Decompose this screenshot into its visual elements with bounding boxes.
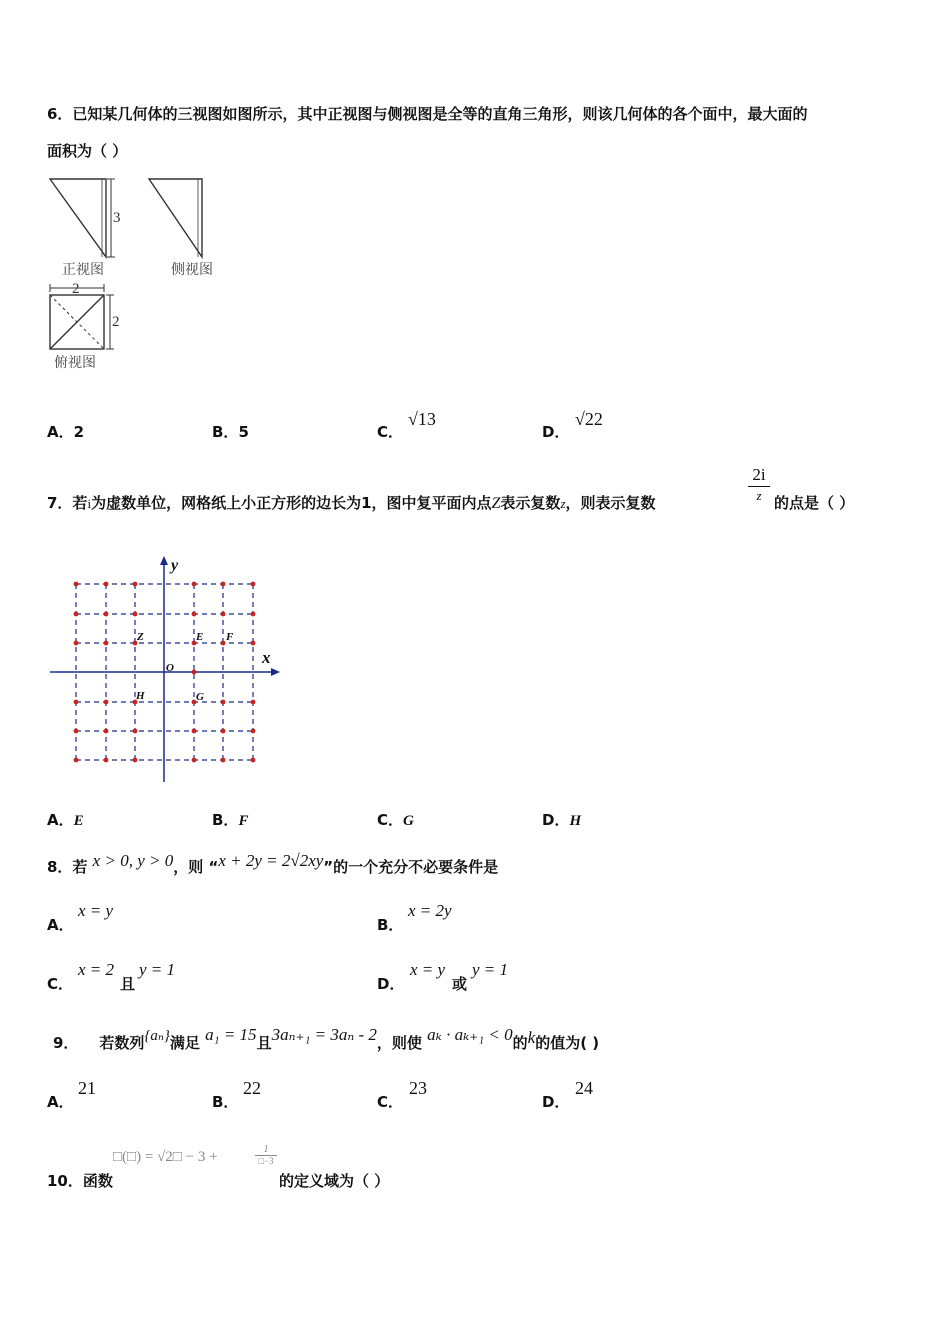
- q9-option-a[interactable]: [47, 1091, 74, 1112]
- q9-seq: {aₙ}: [144, 1028, 170, 1044]
- q6-option-b[interactable]: [212, 421, 249, 442]
- q8-cond: x > 0, y > 0: [92, 851, 174, 870]
- q7-frac-den: z: [756, 488, 762, 503]
- q8-text: [47, 851, 499, 877]
- grid-point: [251, 612, 256, 617]
- q7-part5: 的点是（ ）: [774, 494, 855, 512]
- q10-part1: 10．函数: [47, 1172, 113, 1190]
- q6-option-b-value: 5: [238, 423, 249, 441]
- q6-option-a[interactable]: [47, 421, 84, 442]
- q8-option-c-value1: x = 2: [78, 960, 115, 979]
- q8-option-c[interactable]: [47, 973, 73, 994]
- grid-point: [133, 758, 138, 763]
- q9-text: [53, 1025, 600, 1053]
- q8-right-quote: ”: [323, 858, 334, 876]
- point-Z-label: Z: [137, 631, 144, 643]
- q8-option-c-conj: 且: [120, 975, 136, 993]
- y-axis-label: y: [171, 557, 179, 574]
- top-view-square: [50, 295, 104, 349]
- q10-frac-num: 1: [263, 1144, 269, 1155]
- q9-a1: a₁ = 15: [205, 1025, 257, 1044]
- axes: [50, 556, 280, 782]
- q6-line1: 6．已知某几何体的三视图如图所示，其中正视图与侧视图是全等的直角三角形，则该几何体的各个面中，最大面的: [47, 105, 808, 123]
- q7-option-c-key: C．: [377, 811, 404, 829]
- q8-left-quote: “: [208, 858, 219, 876]
- grid-point: [104, 700, 109, 705]
- grid-point: [74, 641, 79, 646]
- q9-option-b-value: 22: [243, 1078, 261, 1098]
- q6-line2: 面积为（ ）: [47, 142, 128, 160]
- point-F-label: F: [226, 631, 234, 643]
- q7-option-c[interactable]: [377, 809, 414, 830]
- q10-frac-den: □−3: [258, 1156, 274, 1166]
- grid-point: [104, 641, 109, 646]
- q8-option-d[interactable]: [377, 973, 404, 994]
- grid-point: [104, 729, 109, 734]
- q7-i: i: [87, 496, 92, 511]
- grid-point: [221, 700, 226, 705]
- grid-point: [104, 758, 109, 763]
- q6-option-d-value: √22: [575, 409, 603, 429]
- q10-func: □(□) = √2□ − 3 +: [113, 1149, 218, 1165]
- q8-option-c-value2: y = 1: [139, 960, 176, 979]
- q9-option-d-key: D．: [542, 1093, 570, 1111]
- q8-option-a[interactable]: [47, 914, 74, 935]
- q7-option-c-value: G: [403, 813, 414, 829]
- q7-part2: 为虚数单位，网格纸上小正方形的边长为1，图中复平面内点: [91, 494, 492, 512]
- grid-point: [221, 758, 226, 763]
- grid-point: [221, 612, 226, 617]
- three-view-figure: [44, 172, 244, 377]
- q9-num: 9．: [53, 1034, 79, 1052]
- q9-option-a-value: 21: [78, 1078, 96, 1098]
- grid-point: [251, 758, 256, 763]
- q9-part3: ，则使: [376, 1034, 422, 1052]
- q8-part2: ，则: [173, 858, 204, 876]
- x-axis-label: x: [262, 648, 271, 667]
- q10-fraction: [255, 1144, 277, 1167]
- dim-depth-label: 2: [112, 314, 120, 330]
- q9-option-b[interactable]: [212, 1091, 238, 1112]
- q6-option-a-value: 2: [73, 423, 85, 441]
- q8-expr: x + 2y = 2√2xy: [218, 851, 324, 870]
- q7-option-a[interactable]: [47, 809, 84, 830]
- grid-point: [221, 641, 226, 646]
- q6-option-c-key: C．: [377, 423, 404, 441]
- q9-rec: 3aₙ₊₁ = 3aₙ - 2: [271, 1025, 377, 1044]
- q8-option-c-key: C．: [47, 975, 74, 993]
- q6-option-b-key: B．: [212, 423, 239, 441]
- q7-Z: Z: [491, 495, 501, 512]
- q9-and: 且: [256, 1034, 272, 1052]
- q7-z: z: [560, 496, 566, 511]
- q8-option-b[interactable]: [377, 914, 403, 935]
- point-H-label: H: [136, 690, 145, 702]
- q9-option-d-value: 24: [575, 1078, 593, 1098]
- q7-fraction: [748, 465, 770, 504]
- q10-part2: 的定义域为（ ）: [279, 1172, 390, 1190]
- grid-point: [251, 729, 256, 734]
- top-view-label: 俯视图: [54, 355, 96, 371]
- q6-option-d-key: D．: [542, 423, 570, 441]
- q8-option-d-conj: 或: [452, 975, 468, 993]
- q9-option-c[interactable]: [377, 1091, 403, 1112]
- q7-part3: 表示复数: [500, 494, 561, 512]
- q7-text: [47, 492, 656, 513]
- grid-point: [251, 641, 256, 646]
- q9-option-c-key: C．: [377, 1093, 404, 1111]
- grid-point: [74, 758, 79, 763]
- q9-part4: 的: [512, 1034, 528, 1052]
- grid-point: [74, 582, 79, 587]
- q7-option-d[interactable]: [542, 809, 581, 830]
- q7-part4: ，则表示复数: [565, 494, 656, 512]
- grid-point: [133, 729, 138, 734]
- q6-option-c[interactable]: [377, 421, 403, 442]
- q8-option-d-value1: x = y: [410, 960, 446, 979]
- side-view-label: 侧视图: [171, 262, 213, 278]
- grid-point: [192, 758, 197, 763]
- grid-point: [74, 612, 79, 617]
- q8-option-d-key: D．: [377, 975, 405, 993]
- grid-point: [251, 700, 256, 705]
- origin-label: O: [166, 662, 174, 674]
- q9-part5: 的值为( ): [535, 1034, 600, 1052]
- q6-option-d[interactable]: [542, 421, 569, 442]
- q9-part2: 满足: [169, 1034, 200, 1052]
- q9-option-d[interactable]: [542, 1091, 569, 1112]
- grid-point: [221, 729, 226, 734]
- grid-point: [221, 582, 226, 587]
- side-view-triangle: [149, 179, 202, 257]
- dim-height-label: 3: [113, 210, 121, 226]
- grid-point: [133, 612, 138, 617]
- q7-option-b-value: F: [238, 813, 249, 829]
- q6-option-c-value: √13: [408, 409, 436, 429]
- q9-option-c-value: 23: [409, 1078, 427, 1098]
- grid-point: [133, 582, 138, 587]
- point-E-label: E: [196, 631, 204, 643]
- q8-option-a-key: A．: [47, 916, 74, 934]
- front-view-label: 正视图: [62, 262, 104, 278]
- front-view-triangle: [50, 179, 106, 257]
- grid-point: [192, 729, 197, 734]
- q9-part1: 若数列: [99, 1034, 145, 1052]
- q8-part3: 的一个充分不必要条件是: [333, 858, 499, 876]
- q9-option-a-key: A．: [47, 1093, 74, 1111]
- grid-point: [192, 670, 197, 675]
- q8-option-b-value: x = 2y: [408, 901, 452, 920]
- q7-option-d-value: H: [569, 813, 582, 829]
- q7-part1: 7．若: [47, 494, 88, 512]
- q9-option-b-key: B．: [212, 1093, 239, 1111]
- dim-width-label: 2: [72, 281, 80, 297]
- grid-point: [74, 729, 79, 734]
- q7-option-d-key: D．: [542, 811, 570, 829]
- grid-point: [74, 700, 79, 705]
- q8-part1: 8．若: [47, 858, 88, 876]
- q7-option-b[interactable]: [212, 809, 248, 830]
- q8-option-b-key: B．: [377, 916, 404, 934]
- grid-point: [192, 612, 197, 617]
- grid-point: [104, 612, 109, 617]
- grid-point: [251, 582, 256, 587]
- q9-k: k: [527, 1028, 536, 1047]
- q7-option-b-key: B．: [212, 811, 239, 829]
- q9-ineq: aₖ · aₖ₊₁ < 0: [427, 1025, 513, 1044]
- q10-function-image: [113, 1146, 218, 1166]
- grid-point: [192, 582, 197, 587]
- q7-option-a-value: E: [73, 813, 84, 829]
- q7-frac-num: 2i: [752, 465, 766, 484]
- grid-point: [104, 582, 109, 587]
- q7-option-a-key: A．: [47, 811, 74, 829]
- q8-option-d-value2: y = 1: [472, 960, 509, 979]
- complex-plane-graph: [44, 552, 284, 787]
- point-G-label: G: [196, 691, 204, 703]
- q8-option-a-value: x = y: [78, 901, 114, 920]
- q6-option-a-key: A．: [47, 423, 74, 441]
